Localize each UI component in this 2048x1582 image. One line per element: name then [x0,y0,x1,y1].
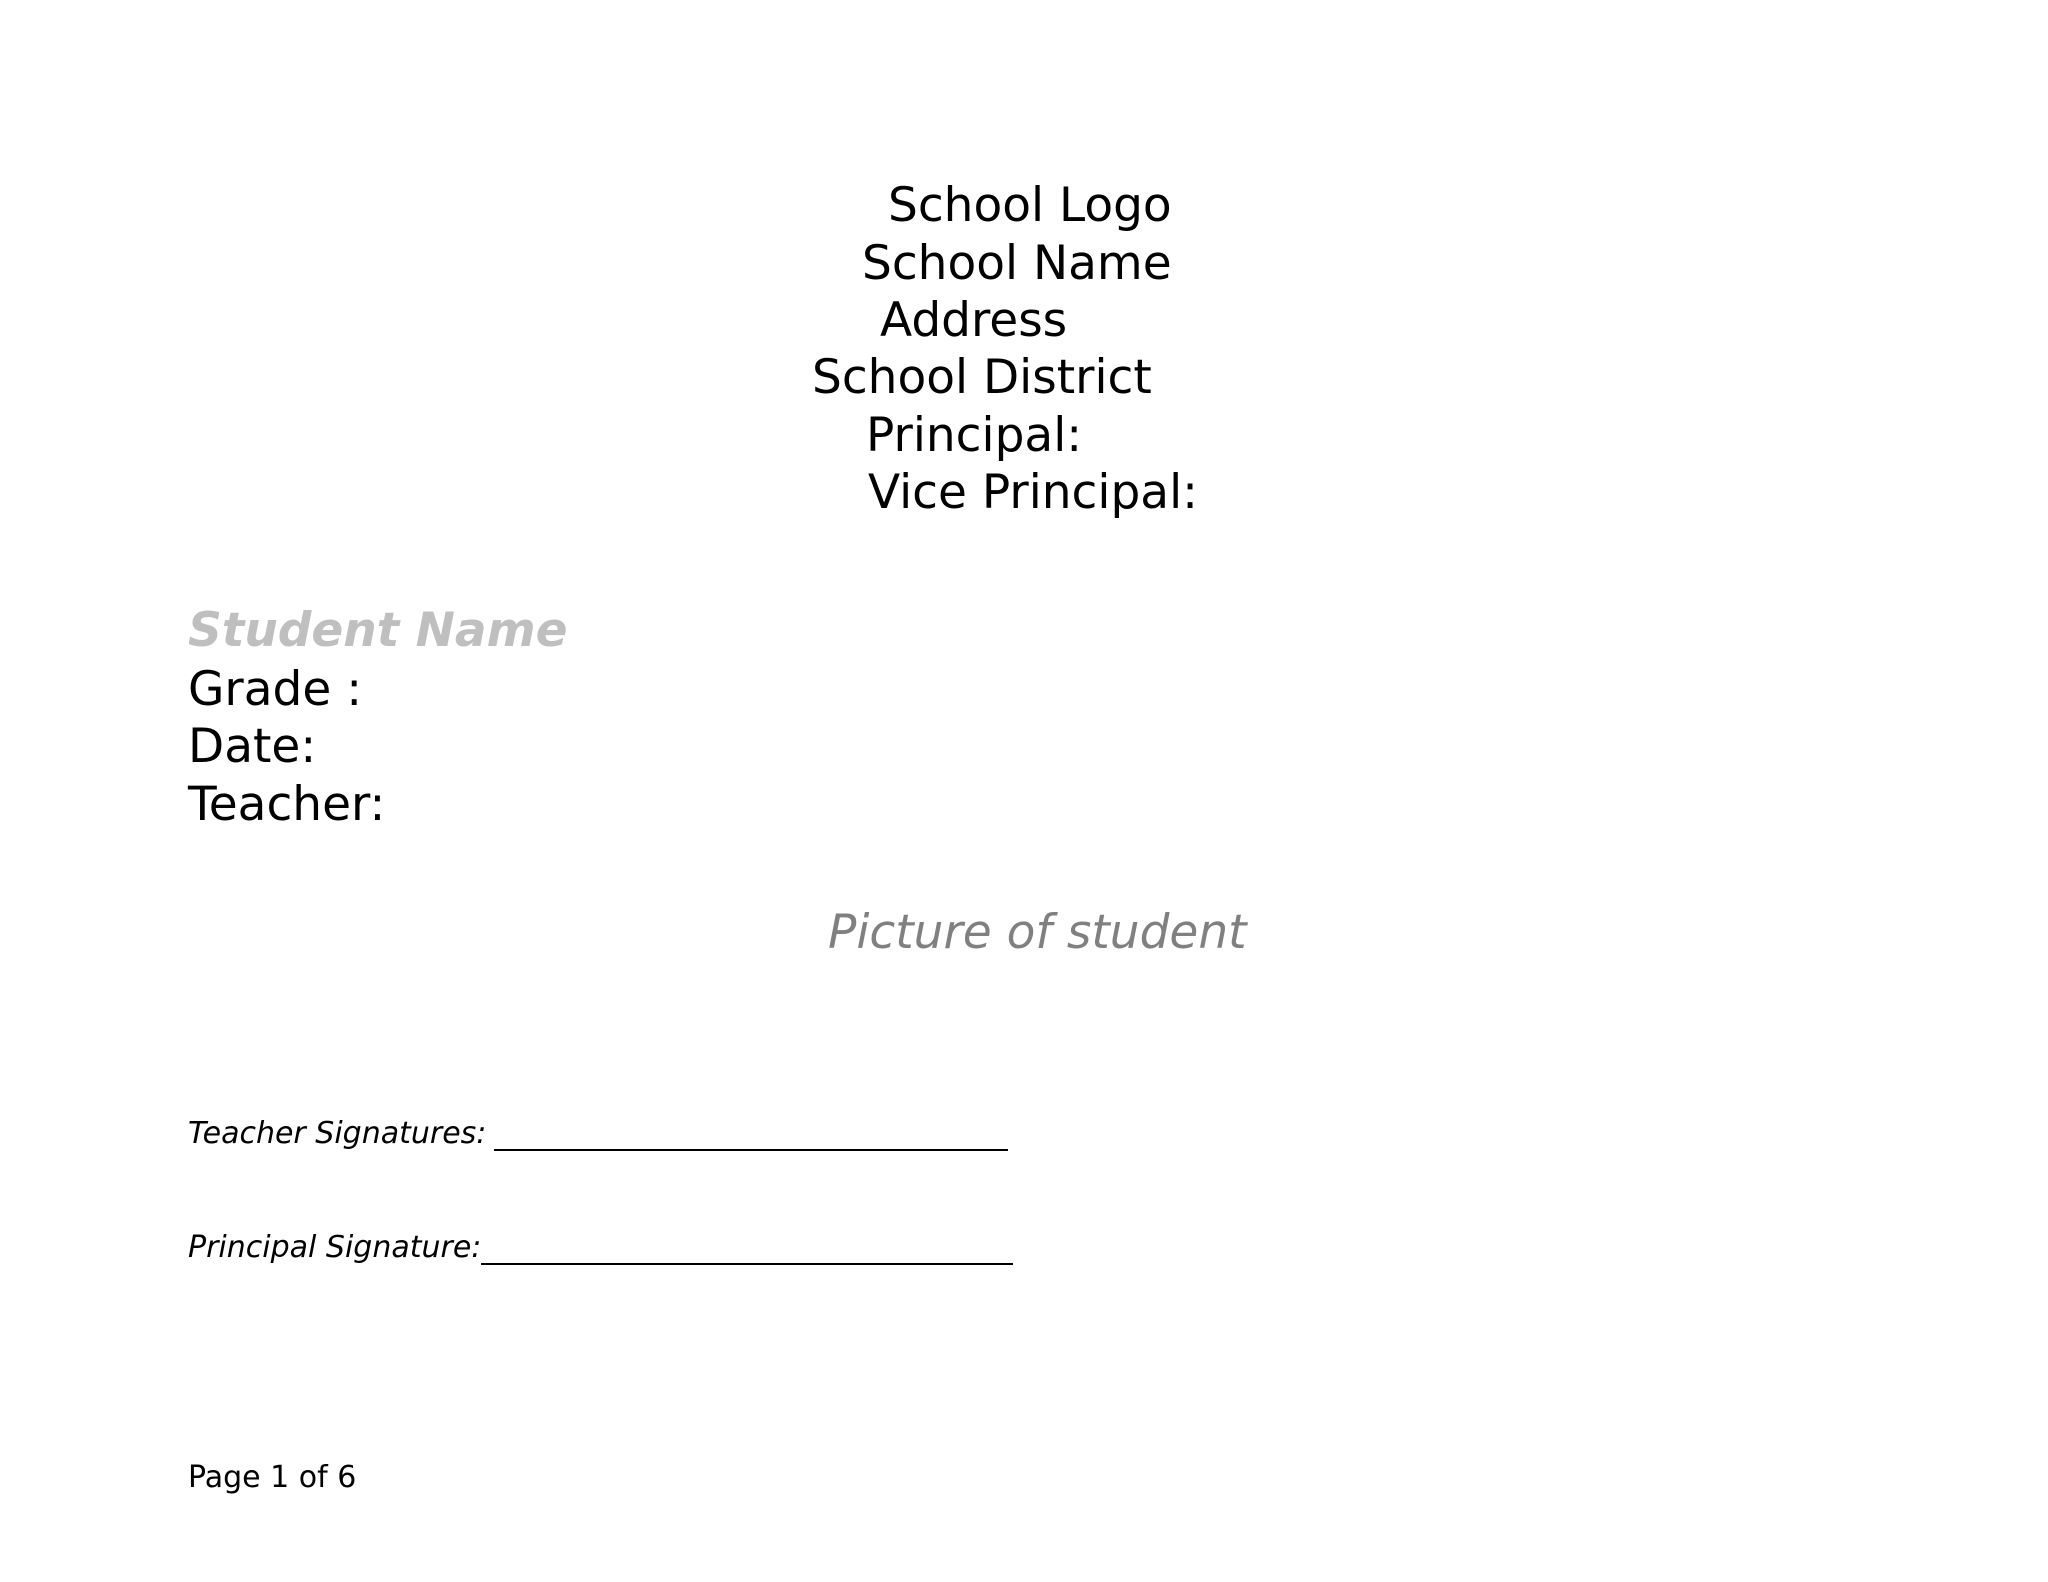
school-address: Address [880,293,1068,348]
teacher-signature-row [188,1116,1008,1151]
grade-label: Grade : [188,662,363,717]
vice-principal-label: Vice Principal: [868,465,1198,520]
principal-signature-label: Principal Signature: [188,1230,482,1265]
student-name-field: Student Name [188,603,568,658]
teacher-label: Teacher: [188,777,386,832]
teacher-signature-label: Teacher Signatures: [188,1116,487,1151]
teacher-signature-line [494,1121,1008,1151]
school-district: School District [812,350,1152,405]
principal-signature-line [481,1235,1013,1265]
student-picture-placeholder: Picture of student [828,905,1247,960]
page-number: Page 1 of 6 [188,1460,357,1495]
school-logo-placeholder: School Logo [888,178,1172,233]
date-label: Date: [188,719,317,774]
principal-signature-row [188,1230,1013,1265]
principal-label: Principal: [866,408,1083,463]
school-name: School Name [862,236,1172,291]
